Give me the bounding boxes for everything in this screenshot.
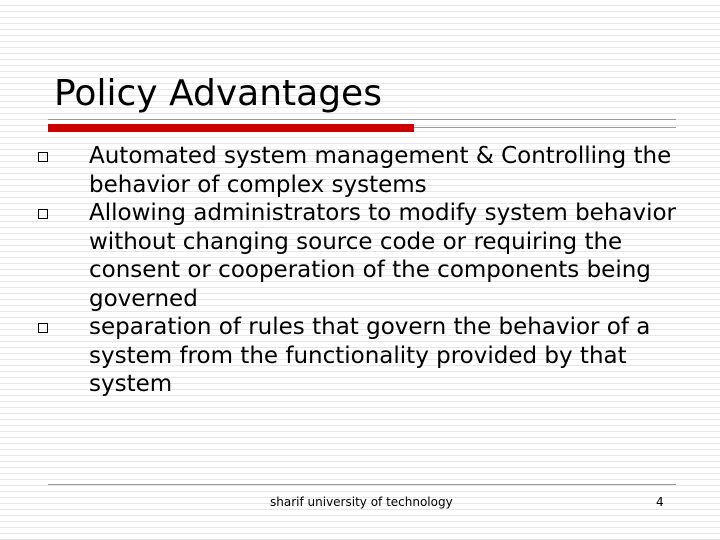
bullet-text: separation of rules that govern the behavior of a system from the functionality provided by that system xyxy=(89,314,651,397)
hollow-square-bullet-icon xyxy=(38,323,48,333)
bullet-list xyxy=(38,142,708,399)
list-item xyxy=(38,199,708,313)
list-item xyxy=(38,313,708,399)
hollow-square-bullet-icon xyxy=(38,152,48,162)
footer-text: sharif university of technology xyxy=(270,495,453,509)
title-accent-bar xyxy=(48,124,414,132)
list-item xyxy=(38,142,708,199)
hollow-square-bullet-icon xyxy=(38,209,48,219)
page-number: 4 xyxy=(656,495,664,509)
title-divider-secondary xyxy=(414,127,676,128)
footer-divider xyxy=(48,484,676,485)
bullet-text: Automated system management & Controlling the behavior of complex systems xyxy=(89,143,672,198)
bullet-text: Allowing administrators to modify system behavior without changing source code or requiring the consent or cooperation of the components being governed xyxy=(89,200,677,312)
title-divider xyxy=(48,119,676,120)
slide-title: Policy Advantages xyxy=(54,73,382,114)
